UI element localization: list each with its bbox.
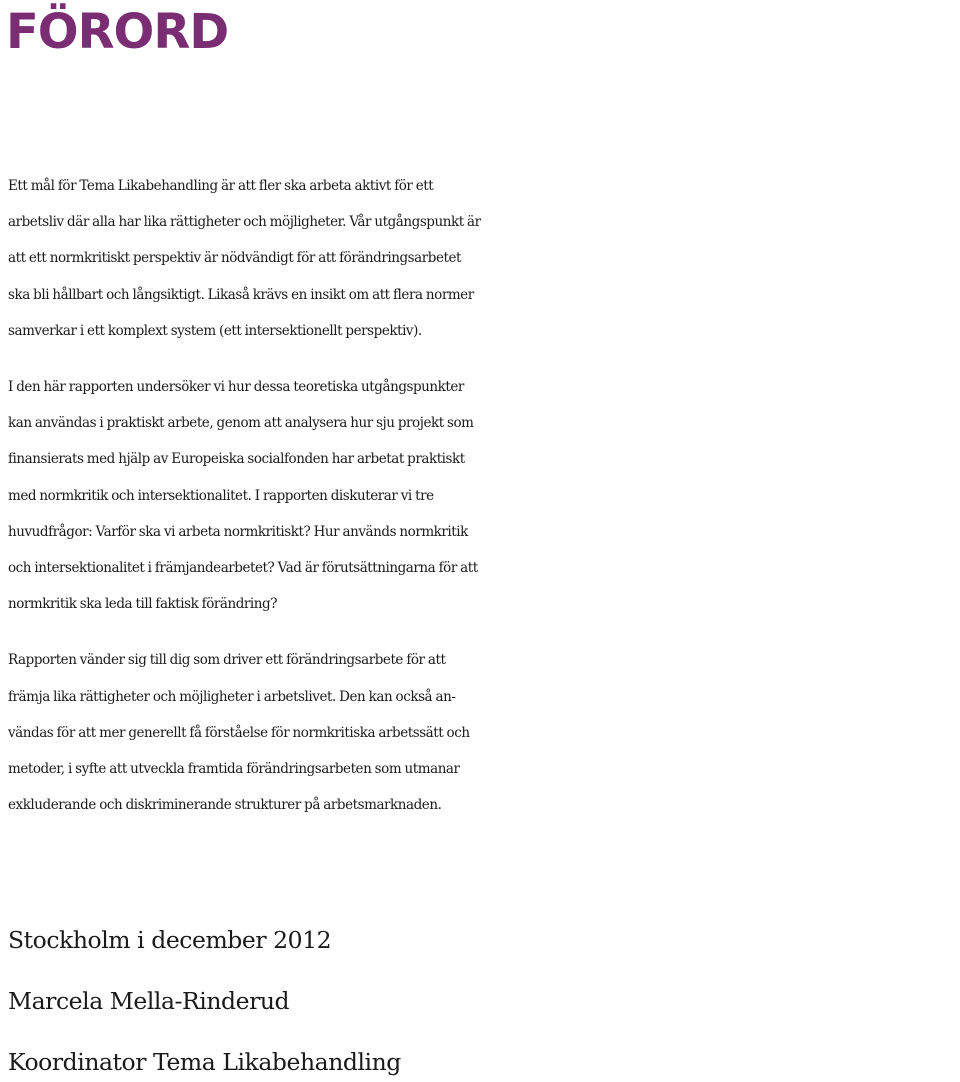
text-line: Rapporten vänder sig till dig som driver ett förändringsarbete för att [8,652,446,669]
text-line: I den här rapporten undersöker vi hur dessa teoretiska utgångspunkter [8,379,464,396]
text-line: normkritik ska leda till faktisk förändring? [8,596,278,613]
signature-role: Koordinator Tema Likabehandling [8,1048,401,1076]
preface-body [8,168,958,843]
page-title: FÖRORD [6,4,229,60]
paragraph-3 [8,642,958,823]
text-line: med normkritik och intersektionalitet. I rapporten diskuterar vi tre [8,487,434,504]
text-line: exkluderande och diskriminerande strukturer på arbetsmarknaden. [8,797,442,814]
text-line: kan användas i praktiskt arbete, genom att analysera hur sju projekt som [8,415,474,432]
paragraph-1 [8,168,958,349]
text-line: samverkar i ett komplext system (ett intersektionellt perspektiv). [8,322,422,339]
text-line: finansierats med hjälp av Europeiska socialfonden har arbetat praktiskt [8,451,465,468]
text-line: och intersektionalitet i främjandearbetet? Vad är förutsättningarna för att [8,560,478,577]
signature-name: Marcela Mella-Rinderud [8,987,290,1015]
text-line: huvudfrågor: Varför ska vi arbeta normkritiskt? Hur används normkritik [8,523,468,540]
text-line: ska bli hållbart och långsiktigt. Likaså krävs en insikt om att flera normer [8,286,474,303]
text-line: vändas för att mer generellt få förståelse för normkritiska arbetssätt och [8,724,470,741]
signature-place-date: Stockholm i december 2012 [8,926,332,954]
text-line: metoder, i syfte att utveckla framtida förändringsarbeten som utmanar [8,761,460,778]
text-line: Ett mål för Tema Likabehandling är att fler ska arbeta aktivt för ett [8,178,434,194]
text-line: arbetsliv där alla har lika rättigheter och möjligheter. Vår utgångspunkt är [8,214,481,231]
paragraph-2 [8,369,958,622]
text-line: främja lika rättigheter och möjligheter i arbetslivet. Den kan också an- [8,688,456,705]
text-line: att ett normkritiskt perspektiv är nödvändigt för att förändringsarbetet [8,250,461,267]
